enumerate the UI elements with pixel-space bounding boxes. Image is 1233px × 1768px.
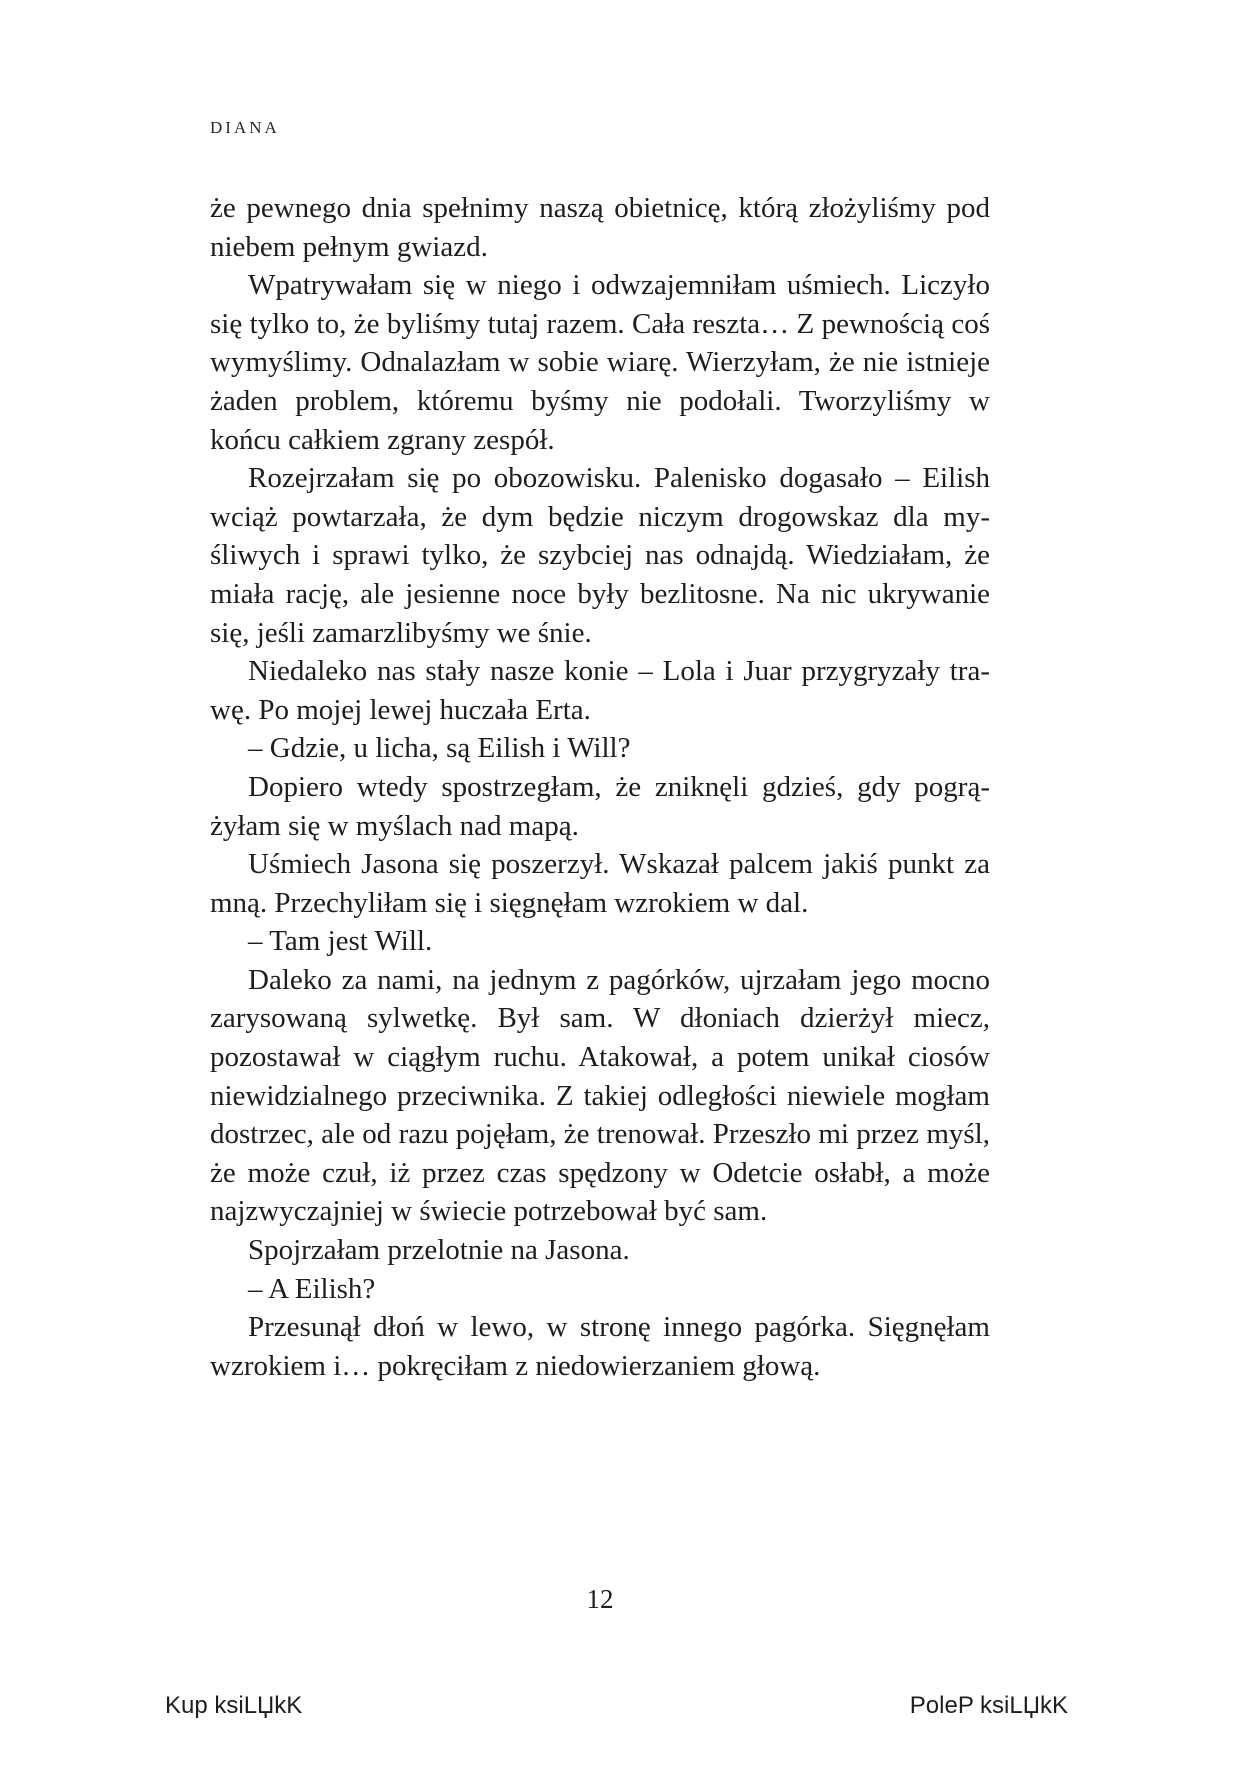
paragraph: Daleko za nami, na jednym z pagórków, ujrzałam jego mocno zarysowaną sylwetkę. Był sam. W dłoniach dzierżył miecz, pozostawał w ciągłym ruchu. Atakował, a potem unikał ciosów niewidzialnego przeciwnika. Z takiej odległości niewiele mogłam dostrzec, ale od razu pojęłam, że trenował. Przeszło mi przez myśl, że może czuł, iż przez czas spędzony w Odetcie osłabł, a może najzwyczajniej w świecie potrzebował być sam. xyxy=(210,963,990,1228)
buy-book-link[interactable]: Kup ksiLЏkK xyxy=(165,1692,303,1719)
dialogue-line: – Tam jest Will. xyxy=(248,925,433,958)
paragraph: Rozejrzałam się po obozowisku. Palenisko dogasało – Eilish wciąż powtarzała, że dym będzie niczym drogowskaz dla myśliwych i sprawi tylko, że szybciej nas odnajdą. Wiedziałam, że miała rację, ale jesienne noce były bezlitosne. Na nic ukrywanie się, jeśli zamarzlibyśmy we śnie. xyxy=(210,462,990,649)
paragraph: Niedaleko nas stały nasze konie – Lola i Juar przygryzały trawę. Po mojej lewej huczała Erta. xyxy=(210,655,990,726)
page-number: 12 xyxy=(586,1584,614,1614)
paragraph: że pewnego dnia spełnimy naszą obietnicę, którą złożyliśmy pod niebem pełnym gwiazd. xyxy=(210,192,990,263)
body-text xyxy=(210,189,990,1385)
dialogue-line: – Gdzie, u licha, są Eilish i Will? xyxy=(248,732,631,765)
recommend-book-link[interactable]: PoleP ksiLЏkK xyxy=(909,1692,1068,1719)
paragraph: Uśmiech Jasona się poszerzył. Wskazał palcem jakiś punkt za mną. Przechyliłam się i sięgnęłam wzrokiem w dal. xyxy=(210,848,990,919)
paragraph: Wpatrywałam się w niego i odwzajemniłam uśmiech. Liczyło się tylko to, że byliśmy tutaj razem. Cała reszta… Z pewnością coś wymyślimy. Odnalazłam w sobie wiarę. Wierzyłam, że nie istnieje żaden problem, któremu byśmy nie podołali. Tworzyliśmy w końcu całkiem zgrany zespół. xyxy=(210,269,990,456)
running-header: DIANA xyxy=(210,118,280,137)
paragraph: Przesunął dłoń w lewo, w stronę innego pagórka. Sięgnęłam wzrokiem i… pokręciłam z niedowierzaniem głową. xyxy=(210,1311,990,1382)
paragraph: Spojrzałam przelotnie na Jasona. xyxy=(248,1234,630,1267)
paragraph: Dopiero wtedy spostrzegłam, że zniknęli gdzieś, gdy pogrążyłam się w myślach nad mapą. xyxy=(210,770,990,842)
dialogue-line: – A Eilish? xyxy=(248,1272,376,1305)
